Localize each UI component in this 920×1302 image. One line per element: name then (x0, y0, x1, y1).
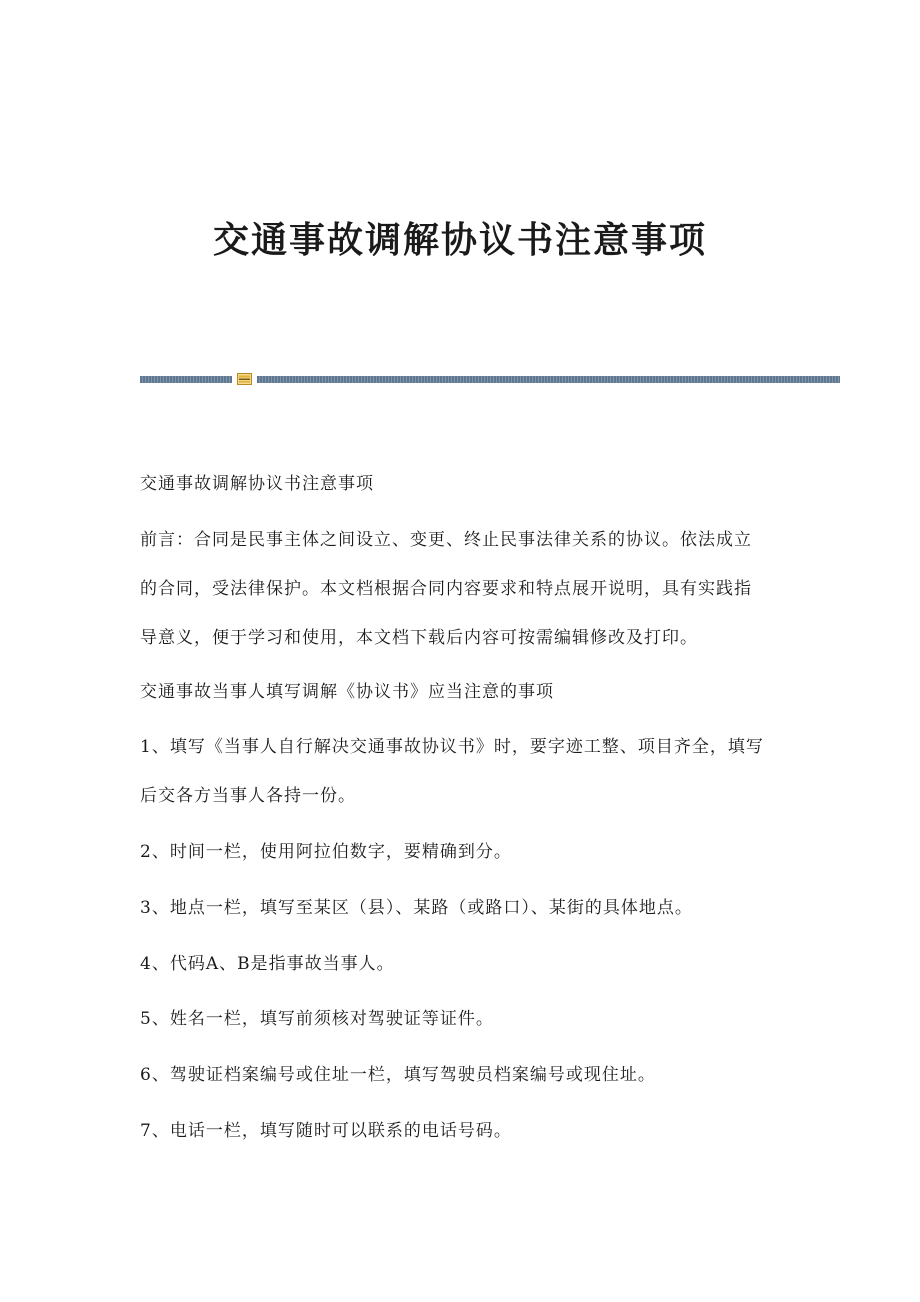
list-item-continuation: 后交各方当事人各持一份。 (140, 786, 356, 806)
section-heading: 交通事故调解协议书注意事项 (140, 474, 374, 494)
ornament-icon (237, 373, 252, 385)
preface-line: 导意义，便于学习和使用，本文档下载后内容可按需编辑修改及打印。 (140, 628, 698, 648)
list-item: 4、代码A、B是指事故当事人。 (140, 954, 395, 974)
divider-bar-right (257, 376, 840, 383)
title-divider (140, 373, 840, 385)
list-item: 3、地点一栏，填写至某区（县）、某路（或路口）、某街的具体地点。 (140, 898, 693, 918)
list-item: 5、姓名一栏，填写前须核对驾驶证等证件。 (140, 1009, 494, 1029)
preface-line: 前言：合同是民事主体之间设立、变更、终止民事法律关系的协议。依法成立 (140, 530, 752, 550)
subheading: 交通事故当事人填写调解《协议书》应当注意的事项 (140, 682, 554, 702)
divider-bar-left (140, 376, 232, 383)
page-title: 交通事故调解协议书注意事项 (212, 219, 707, 261)
list-item: 1、填写《当事人自行解决交通事故协议书》时，要字迹工整、项目齐全，填写 (140, 737, 764, 757)
preface-line: 的合同，受法律保护。本文档根据合同内容要求和特点展开说明，具有实践指 (140, 579, 752, 599)
list-item: 7、电话一栏，填写随时可以联系的电话号码。 (140, 1121, 512, 1141)
list-item: 2、时间一栏，使用阿拉伯数字，要精确到分。 (140, 842, 512, 862)
list-item: 6、驾驶证档案编号或住址一栏，填写驾驶员档案编号或现住址。 (140, 1065, 656, 1085)
